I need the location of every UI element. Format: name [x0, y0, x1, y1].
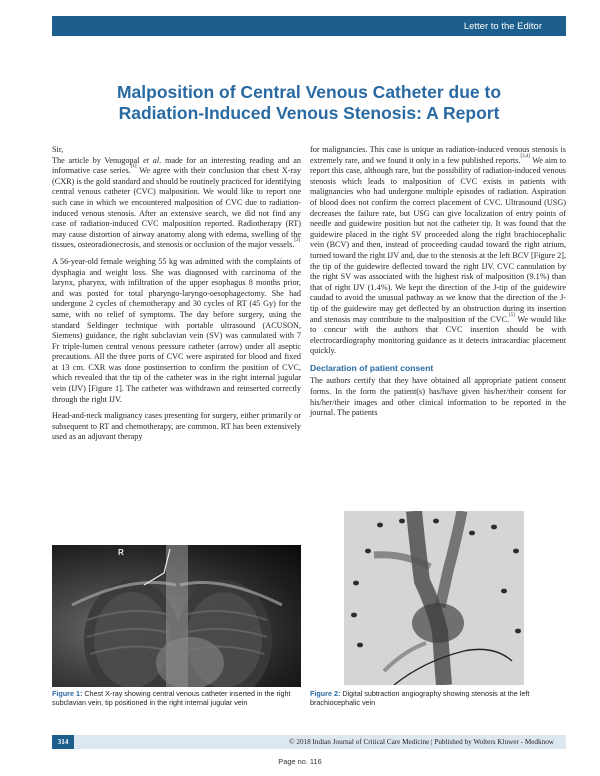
viewer-page-label: Page no. 116: [278, 757, 322, 766]
salutation: Sir,: [52, 145, 64, 154]
figure-2-caption-text: Digital subtraction angiography showing stenosis at the left brachiocephalic vein: [310, 689, 530, 708]
section-label: Letter to the Editor: [463, 20, 542, 32]
figure-2-caption: [310, 689, 566, 708]
left-column: [52, 145, 301, 449]
paragraph-intro: [52, 156, 301, 251]
section-banner: [52, 16, 566, 36]
journal-page-number: 314: [52, 735, 74, 749]
paragraph-case: A 56-year-old female weighing 55 kg was admitted with the complaints of dysphagia and weight loss. She was diagnosed with carcinoma of the larynx, pharynx, with infiltration of the upper esophagus 8 months prior, and was posted for total pharyngo-laryngo-oesophagectomy. She had undergone 2 cycles of chemotherapy and 30 cycles of RT (45 Gy) for the same, with no relief of symptoms. The day before surgery, using the standard Seldinger technique with portable ultrasound (ACUSON, Siemens) guidance, the right subclavian vein (SV) was cannulated with 7 Fr triple-lumen central venous pressure catheter (arrow) under all aseptic precautions. All the three ports of CVC were aspirated for blood and fixed at 13 cm. CXR was done postinsertion to confirm the position of CVC, which revealed that the tip of the catheter was in the right internal jugular vein (IJV) [Figure 1]. The catheter was withdrawn and reinserted correctly through the right IJV.: [52, 256, 301, 404]
xray-illustration: [52, 545, 301, 687]
figure-2-label: Figure 2:: [310, 689, 341, 698]
right-column: [310, 145, 566, 425]
copyright-line: © 2018 Indian Journal of Critical Care Medicine | Published by Wolters Kluwer - Medknow: [289, 738, 554, 746]
xray-side-marker: R: [118, 548, 124, 557]
citation-ref[interactable]: [1]: [130, 164, 137, 170]
figure-1-label: Figure 1:: [52, 689, 83, 698]
angiography-illustration: [344, 511, 524, 685]
page-footer: [52, 735, 566, 749]
text-run: for malignancies. This case is unique as radiation-induced venous stenosis is extremely rare, and we found it only in a few published reports.: [310, 145, 566, 165]
text-run: . made for an interesting reading and an informative case series.: [52, 155, 301, 176]
title-line-2: Radiation-Induced Venous Stenosis: A Report: [118, 103, 500, 123]
text-run: The article by Venugopal: [52, 155, 144, 165]
paragraph-discussion-cont: [310, 145, 566, 357]
citation-ref[interactable]: [5]: [509, 312, 515, 318]
consent-heading: Declaration of patient consent: [310, 362, 434, 373]
figure-1-chest-xray: [52, 545, 301, 687]
figure-1-caption-text: Chest X-ray showing central venous catheter inserted in the right subclavian vein, tip positioned in the right internal jugular vein: [52, 689, 291, 708]
text-run: We would like to concur with the authors that CVC insertion should be with electrocardiography monitoring guidance as it detects intracardiac placement quickly.: [310, 314, 566, 356]
figure-2-angiography: [344, 511, 524, 685]
citation-ref[interactable]: [3,4]: [520, 153, 531, 159]
citation-ref[interactable]: [2]: [294, 238, 301, 244]
text-run-italic: et al: [143, 155, 160, 165]
title-line-1: Malposition of Central Venous Catheter due to: [116, 82, 502, 102]
article-title: [52, 82, 566, 124]
text-run: We agree with their conclusion that chest X-ray (CXR) is the gold standard and should be routinely practiced for identifying central venous catheter (CVC) malposition. We would like to report one such case in which we encountered malposition of CVC due to radiation-induced venous stenosis. After an extensive search, we did not find any case of radiation-induced CVC malposition reported. Radiotherapy (RT) may cause distortion of airway anatomy along with edema, swelling of the tissues, osteoradionecrosis, and stenosis or occlusion of the major vessels.: [52, 166, 301, 250]
text-run: We aim to report this case, although rare, but the possibility of radiation-induced venous stenosis which leads to malposition of CVC exists in patients with malignancies who had undergone multiple episodes of radiation. Aspiration of blood does not confirm the correct placement of CVC. Ultrasound (USG) decreases the failure rate, but USG can give localization of entry points of needle and guidewire position but not the catheter tip. It was found that the guidewire placed in the right SV proceeded along the right brachiocephalic vein (BCV) and then, instead of proceeding caudad toward the right atrium, turned toward the right IJV and, due to the stenosis at the left BCV [Figure 2], the tip of the guidewire deflected toward the right IJV. CVC cannulation by the right SV was associated with the highest risk of malposition (9.1%) than that of right IJV (1.4%). We kept the direction of the J-tip of the guidewire caudad to avoid the unusual pathway as we know that the direction of the J-tip of the guidewire may get deflected by an obstruction during its insertion and stenosis may contribute to the malposition of the CVC.: [310, 155, 567, 324]
paragraph-consent: The authors certify that they have obtained all appropriate patient consent forms. In the form the patient(s) has/have given his/her/their consent for his/her/their images and other clinical information to be reported in the journal. The patients: [310, 376, 566, 418]
figure-1-caption: [52, 689, 301, 708]
paragraph-discussion: Head-and-neck malignancy cases presenting for surgery, either primarily or subsequent to RT and chemotherapy, are common. RT has been extensively used as an adjuvant therapy: [52, 411, 301, 442]
